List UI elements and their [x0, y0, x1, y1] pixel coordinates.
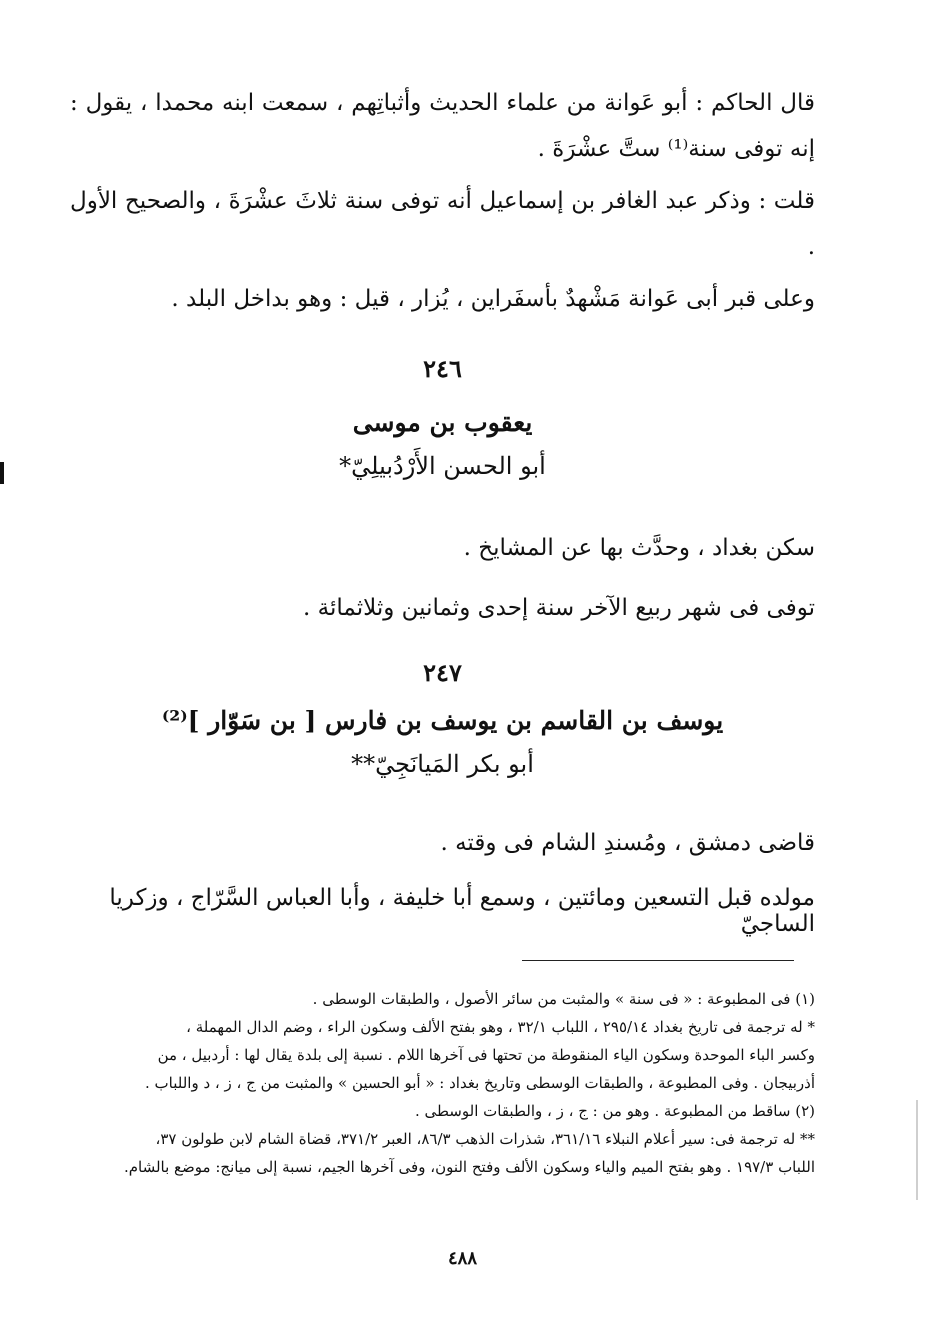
entry-246-name: يعقوب بن موسى: [352, 408, 533, 437]
footnote-line-5: (٢) ساقط من المطبوعة . وهو من : ج ، ز ، والطبقات الوسطى .: [414, 1102, 815, 1120]
footnote-line-4: أذربيجان . وفى المطبوعة ، والطبقات الوسطى وتاريخ بغداد : « أبو الحسين » والمثبت من ج ، ز ، د واللباب .: [145, 1074, 815, 1092]
entry-247-name: يوسف بن القاسم بن يوسف بن فارس [ بن سَوّار ]⁽²⁾: [161, 706, 724, 735]
footnote-line-7: اللباب ١٩٧/٣ . وهو بفتح الميم والياء وسكون الألف وفتح النون، وفى آخرها الجيم، نسبة إلى ميانج: موضع بالشام.: [123, 1158, 815, 1176]
paragraph-tomb-note: وعلى قبر أبى عَوانة مَشْهدٌ بأسفَراين ، يُزار ، قيل : وهو بداخل البلد .: [171, 286, 815, 312]
entry-246-line-2: توفى فى شهر ربيع الآخر سنة إحدى وثمانين وثلاثمائة .: [303, 595, 815, 621]
entry-247-number: ٢٤٧: [423, 658, 462, 687]
entry-247-kunya: أبو بكر المَيانَجِيّ**: [351, 750, 534, 778]
page-edge-mark: [0, 462, 4, 484]
entry-246-number: ٢٤٦: [423, 354, 462, 383]
entry-246-kunya: أبو الحسن الأَرْدُبيلِيّ*: [339, 452, 546, 480]
footnote-line-1: (١) فى المطبوعة : « فى سنة » والمثبت من سائر الأصول ، والطبقات الوسطى .: [312, 990, 815, 1008]
page-edge-shadow: [916, 1100, 918, 1200]
paragraph-abd-al-ghafir-note: قلت : وذكر عبد الغافر بن إسماعيل أنه توفى سنة ثلاثَ عشْرَةَ ، والصحيح الأول .: [70, 188, 815, 260]
footnote-line-2: * له ترجمة فى تاريخ بغداد ٢٩٥/١٤ ، اللباب ٣٢/١ ، وهو بفتح الألف وسكون الراء ، وضم الدال المهملة ،: [186, 1018, 815, 1036]
footnote-line-3: وكسر الباء الموحدة وسكون الياء المنقوطة من تحتها فى آخرها اللام . نسبة إلى بلدة يقال لها : أردبيل ، من: [157, 1046, 815, 1064]
footnote-separator: [522, 960, 794, 961]
paragraph-hakim-quote: قال الحاكم : أبو عَوانة من علماء الحديث وأثباتِهم ، سمعت ابنه محمدا ، يقول : إنه توفى سنة⁽¹⁾ ستَّ عشْرَةَ .: [70, 90, 815, 162]
entry-247-line-1: قاضى دمشق ، ومُسندِ الشام فى وقته .: [440, 830, 815, 856]
entry-246-line-1: سكن بغداد ، وحدَّث بها عن المشايخ .: [463, 535, 815, 561]
footnote-line-6: ** له ترجمة فى: سير أعلام النبلاء ٣٦١/١٦، شذرات الذهب ٨٦/٣، العبر ٣٧١/٢، قضاة الشام لابن طولون ٣٧،: [155, 1130, 815, 1148]
entry-247-line-2: مولده قبل التسعين ومائتين ، وسمع أبا خليفة ، وأبا العباس السَّرّاج ، وزكريا الساجيّ: [109, 885, 815, 937]
page-number: ٤٨٨: [447, 1248, 477, 1269]
footnotes-block: [70, 985, 815, 1181]
